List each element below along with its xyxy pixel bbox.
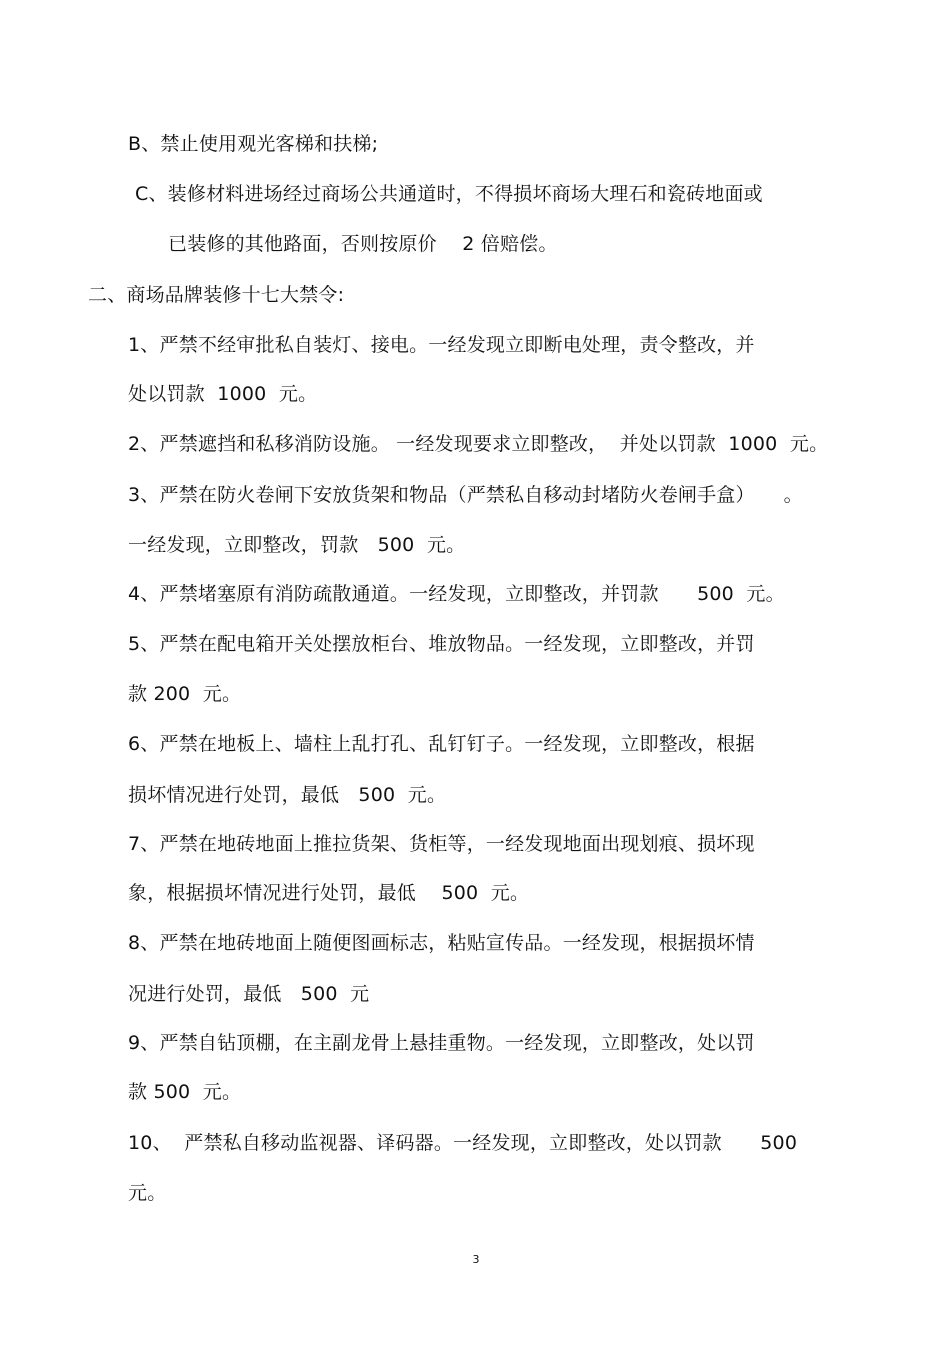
rule-8-line-1: 8、严禁在地砖地面上随便图画标志，粘贴宣传品。一经发现，根据损坏情 xyxy=(128,932,755,954)
rule-5-line-1: 5、严禁在配电箱开关处摆放柜台、堆放物品。一经发现，立即整改，并罚 xyxy=(128,633,755,655)
rule-8-line-2: 况进行处罚，最低 500 元 xyxy=(128,983,370,1005)
rule-1-line-1: 1、严禁不经审批私自装灯、接电。一经发现立即断电处理，责令整改，并 xyxy=(128,334,755,356)
rule-5-line-2: 款 200 元。 xyxy=(128,683,242,705)
rule-4-line-1: 4、严禁堵塞原有消防疏散通道。一经发现，立即整改，并罚款 500 元。 xyxy=(128,583,785,605)
rule-9-line-2: 款 500 元。 xyxy=(128,1081,242,1103)
rule-1-line-2: 处以罚款 1000 元。 xyxy=(128,383,318,405)
rule-2-line-1: 2、严禁遮挡和私移消防设施。 一经发现要求立即整改， 并处以罚款 1000 元。 xyxy=(128,433,829,455)
item-c-line-2: 已装修的其他路面，否则按原价 2 倍赔偿。 xyxy=(168,233,558,255)
rule-10-line-1: 10、 严禁私自移动监视器、译码器。一经发现，立即整改，处以罚款 500 xyxy=(128,1132,798,1154)
page-number: 3 xyxy=(472,1253,480,1266)
section-heading: 二、商场品牌装修十七大禁令: xyxy=(88,284,345,306)
rule-3-line-2: 一经发现，立即整改，罚款 500 元。 xyxy=(128,534,466,556)
rule-9-line-1: 9、严禁自钻顶棚，在主副龙骨上悬挂重物。一经发现，立即整改，处以罚 xyxy=(128,1032,755,1054)
rule-7-line-2: 象，根据损坏情况进行处罚，最低 500 元。 xyxy=(128,882,530,904)
item-c-line-1: C、装修材料进场经过商场公共通道时，不得损坏商场大理石和瓷砖地面或 xyxy=(135,183,763,205)
rule-3-line-1: 3、严禁在防火卷闸下安放货架和物品（严禁私自移动封堵防火卷闸手盒） 。 xyxy=(128,484,803,506)
rule-10-line-2: 元。 xyxy=(128,1182,167,1204)
item-b-line: B、禁止使用观光客梯和扶梯; xyxy=(128,133,379,155)
rule-6-line-2: 损坏情况进行处罚，最低 500 元。 xyxy=(128,784,447,806)
rule-7-line-1: 7、严禁在地砖地面上推拉货架、货柜等，一经发现地面出现划痕、损坏现 xyxy=(128,833,755,855)
rule-6-line-1: 6、严禁在地板上、墙柱上乱打孔、乱钉钉子。一经发现，立即整改，根据 xyxy=(128,733,755,755)
